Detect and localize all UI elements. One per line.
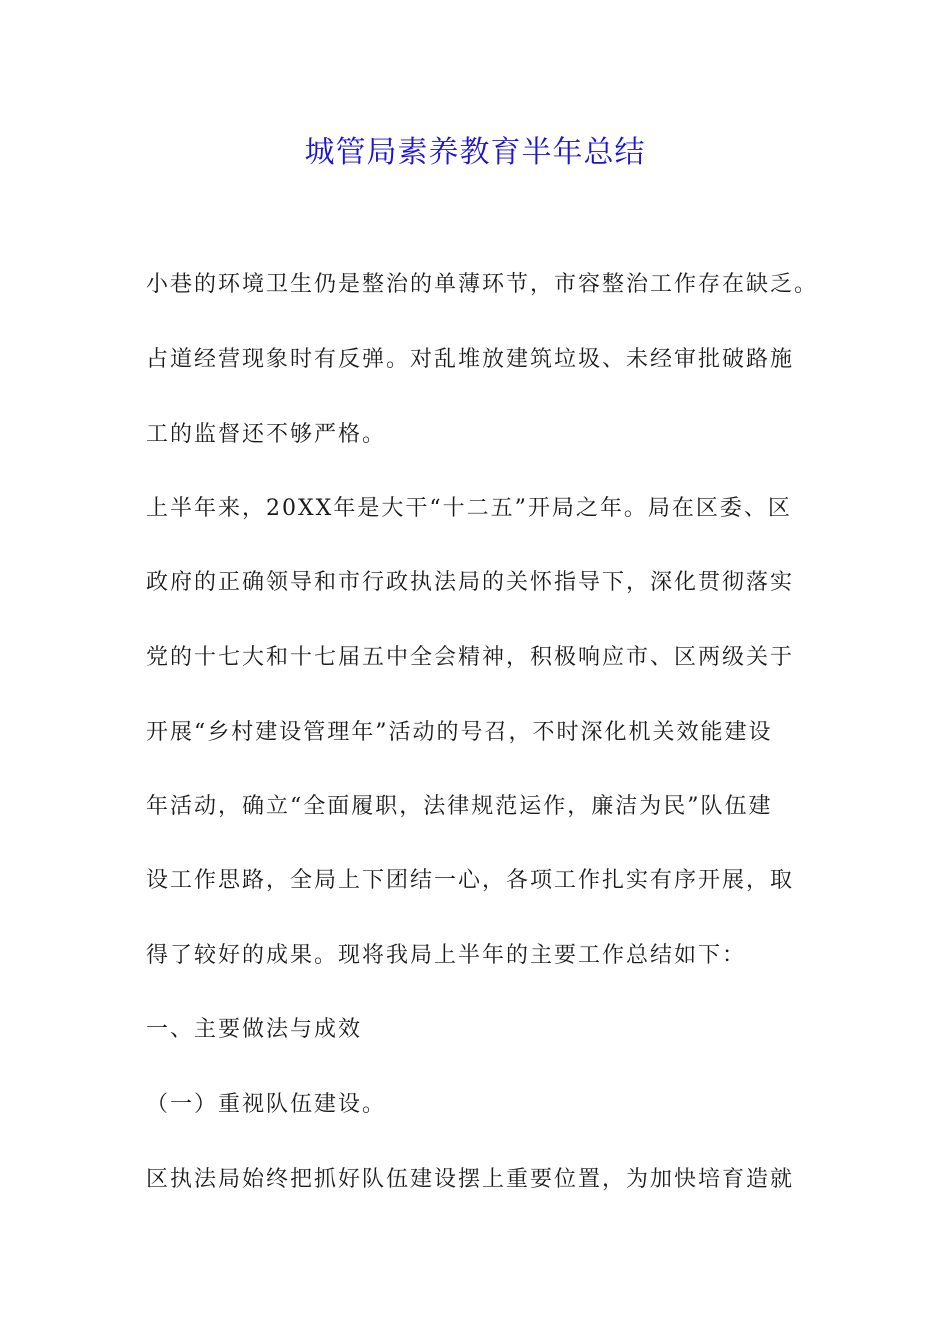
body-line: 党的十七大和十七届五中全会精神，积极响应市、区两级关于 xyxy=(146,645,795,670)
body-line: 工的监督还不够严格。 xyxy=(146,422,387,447)
body-line: 占道经营现象时有反弹。对乱堆放建筑垃圾、未经审批破路施 xyxy=(146,347,795,372)
body-line: 上半年来，20XX年是大干“十二五”开局之年。局在区委、区 xyxy=(146,496,792,521)
body-line: 设工作思路，全局上下团结一心，各项工作扎实有序开展，取 xyxy=(146,868,795,893)
body-line: 开展“乡村建设管理年”活动的号召，不时深化机关效能建设 xyxy=(146,720,773,745)
body-line: 年活动，确立“全面履职，法律规范运作，廉洁为民”队伍建 xyxy=(146,794,773,819)
subsection-heading: （一）重视队伍建设。 xyxy=(146,1092,387,1117)
document-title: 城管局素养教育半年总结 xyxy=(304,135,646,170)
body-line: 政府的正确领导和市行政执法局的关怀指导下，深化贯彻落实 xyxy=(146,570,795,595)
body-line: 区执法局始终把抓好队伍建设摆上重要位置，为加快培育造就 xyxy=(146,1167,795,1192)
body-line: 得了较好的成果。现将我局上半年的主要工作总结如下： xyxy=(146,943,747,968)
body-line: 小巷的环境卫生仍是整治的单薄环节，市容整治工作存在缺乏。 xyxy=(146,272,819,297)
section-heading: 一、主要做法与成效 xyxy=(146,1017,363,1042)
